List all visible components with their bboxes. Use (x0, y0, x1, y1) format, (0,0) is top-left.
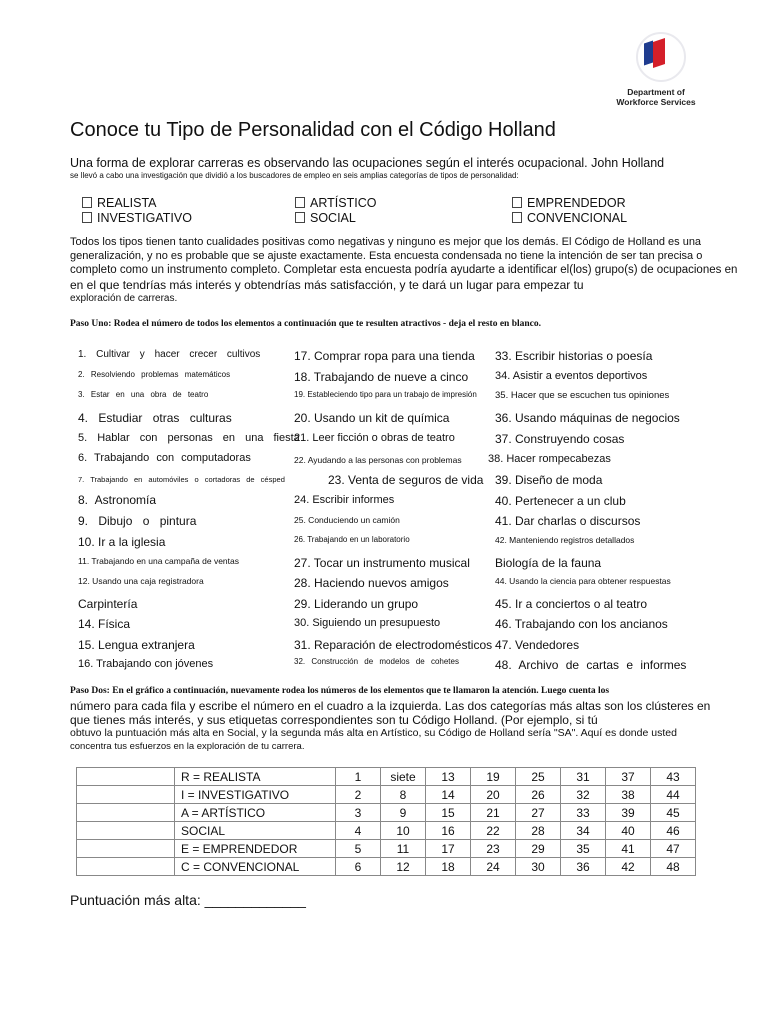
intro-line-2: se llevó a cabo una investigación que dividió a los buscadores de empleo en seis amplias categorías de tipos de personalidad: (70, 171, 519, 180)
category-investigativo: INVESTIGATIVO (82, 211, 192, 225)
list-item: 39. Diseño de moda (495, 473, 603, 487)
item-number-cell[interactable]: 4 (336, 822, 381, 840)
checkbox-icon (512, 197, 522, 208)
grid-row (77, 768, 696, 786)
list-item: 17. Comprar ropa para una tienda (294, 349, 475, 363)
list-item: 7. Trabajando en automóviles o cortadoras de césped (78, 475, 285, 484)
department-logo (614, 32, 698, 112)
list-item: 33. Escribir historias o poesía (495, 349, 653, 363)
grid-row (77, 840, 696, 858)
category-realista: REALISTA (82, 196, 157, 210)
list-item: 48. Archivo de cartas e informes (495, 658, 687, 672)
list-item: 26. Trabajando en un laboratorio (294, 535, 410, 544)
logo-blue-stripe (644, 41, 653, 66)
item-number-cell[interactable]: 34 (561, 822, 606, 840)
list-item: 22. Ayudando a las personas con problemas (294, 455, 462, 465)
item-number-cell[interactable]: 14 (426, 786, 471, 804)
item-number-cell[interactable]: 22 (471, 822, 516, 840)
item-number-cell[interactable]: 26 (516, 786, 561, 804)
item-number-cell[interactable]: 25 (516, 768, 561, 786)
item-number-cell[interactable]: 13 (426, 768, 471, 786)
list-item: 16. Trabajando con jóvenes (78, 658, 214, 670)
page-title: Conoce tu Tipo de Personalidad con el Código Holland (70, 119, 556, 141)
item-number-cell[interactable]: 11 (381, 840, 426, 858)
highest-score-field[interactable]: Puntuación más alta: _____________ (70, 892, 306, 908)
item-number-cell[interactable]: 32 (561, 786, 606, 804)
item-number-cell[interactable]: 45 (651, 804, 696, 822)
item-number-cell[interactable]: 37 (606, 768, 651, 786)
category-label-cell: I = INVESTIGATIVO (175, 786, 336, 804)
paragraph-line: Todos los tipos tienen tanto cualidades positivas como negativas y ninguno es mejor que los demás. El Código de Holland es una (70, 236, 702, 248)
item-number-cell[interactable]: 12 (381, 858, 426, 876)
category-emprendedor: EMPRENDEDOR (512, 196, 626, 210)
item-number-cell[interactable]: 29 (516, 840, 561, 858)
checkbox-icon (82, 197, 92, 208)
list-item: 23. Venta de seguros de vida (328, 473, 484, 487)
list-item: 8. Astronomía (78, 493, 157, 507)
list-item: 4. Estudiar otras culturas (78, 411, 232, 425)
step-two-line: concentra tus esfuerzos en la exploración de tu carrera. (70, 741, 305, 752)
count-input-cell[interactable] (77, 840, 175, 858)
list-item: 44. Usando la ciencia para obtener respuestas (495, 576, 671, 586)
paragraph-line: generalización, y no es probable que se ajuste exactamente. Esta encuesta condensada no tiene la intención de ser tan precisa o (70, 250, 703, 262)
category-label-cell: R = REALISTA (175, 768, 336, 786)
checkbox-icon (295, 212, 305, 223)
step-two-line: que tienes más interés, y sus etiquetas correspondientes son tu Código Holland. (Por ejemplo, si tú (70, 713, 598, 727)
list-item: 47. Vendedores (495, 638, 580, 652)
step-one-instructions: Paso Uno: Rodea el número de todos los elementos a continuación que te resulten atractivos - deja el resto en blanco. (70, 319, 542, 329)
list-item: 27. Tocar un instrumento musical (294, 556, 470, 570)
list-item: 32. Construcción de modelos de cohetes (294, 657, 459, 666)
item-number-cell[interactable]: 31 (561, 768, 606, 786)
item-number-cell[interactable]: 21 (471, 804, 516, 822)
item-number-cell[interactable]: 24 (471, 858, 516, 876)
logo-red-stripe (653, 38, 665, 68)
holland-grid (76, 767, 696, 876)
item-number-cell[interactable]: 38 (606, 786, 651, 804)
item-number-cell[interactable]: 33 (561, 804, 606, 822)
item-number-cell[interactable]: 41 (606, 840, 651, 858)
item-number-cell[interactable]: 30 (516, 858, 561, 876)
count-input-cell[interactable] (77, 858, 175, 876)
item-number-cell[interactable]: 5 (336, 840, 381, 858)
item-number-cell[interactable]: 18 (426, 858, 471, 876)
list-item: 10. Ir a la iglesia (78, 535, 166, 549)
item-number-cell[interactable]: 1 (336, 768, 381, 786)
list-item: 6. Trabajando con computadoras (78, 452, 251, 464)
list-item: 40. Pertenecer a un club (495, 494, 626, 508)
list-item: 45. Ir a conciertos o al teatro (495, 597, 648, 611)
category-label-cell: SOCIAL (175, 822, 336, 840)
item-number-cell[interactable]: 46 (651, 822, 696, 840)
list-item: 28. Haciendo nuevos amigos (294, 576, 449, 590)
item-number-cell[interactable]: siete (381, 768, 426, 786)
list-item: 37. Construyendo cosas (495, 432, 625, 446)
item-number-cell[interactable]: 47 (651, 840, 696, 858)
item-number-cell[interactable]: 39 (606, 804, 651, 822)
list-item: 31. Reparación de electrodomésticos (294, 638, 493, 652)
item-number-cell[interactable]: 20 (471, 786, 516, 804)
list-item: 25. Conduciendo un camión (294, 515, 400, 525)
list-item: 34. Asistir a eventos deportivos (495, 370, 648, 382)
list-item: 19. Estableciendo tipo para un trabajo de impresión (294, 390, 477, 399)
paragraph-line: en el que tendrías más interés y obtendrías más satisfacción, y te dará un lugar para empezar tu (70, 278, 584, 292)
step-two-line: número para cada fila y escribe el número en el cuadro a la izquierda. Las dos categorías más altas son los clústeres en (70, 699, 711, 713)
category-label-cell: A = ARTÍSTICO (175, 804, 336, 822)
category-artistico: ARTÍSTICO (295, 196, 376, 210)
category-label-cell: C = CONVENCIONAL (175, 858, 336, 876)
list-item: 15. Lengua extranjera (78, 638, 195, 652)
item-number-cell[interactable]: 27 (516, 804, 561, 822)
checkbox-icon (82, 212, 92, 223)
intro-line-1: Una forma de explorar carreras es observando las ocupaciones según el interés ocupacional. John Holland (70, 156, 665, 170)
list-item: 11. Trabajando en una campaña de ventas (78, 556, 239, 566)
list-item: 35. Hacer que se escuchen tus opiniones (495, 390, 670, 401)
item-number-cell[interactable]: 2 (336, 786, 381, 804)
list-item: 9. Dibujo o pintura (78, 514, 197, 528)
list-item: 29. Liderando un grupo (294, 597, 419, 611)
item-number-cell[interactable]: 28 (516, 822, 561, 840)
item-number-cell[interactable]: 44 (651, 786, 696, 804)
checkbox-icon (512, 212, 522, 223)
category-label-cell: E = EMPRENDEDOR (175, 840, 336, 858)
checkbox-icon (295, 197, 305, 208)
list-item: 3. Estar en una obra de teatro (78, 390, 209, 399)
list-item: 42. Manteniendo registros detallados (495, 535, 635, 545)
item-number-cell[interactable]: 16 (426, 822, 471, 840)
item-number-cell[interactable]: 43 (651, 768, 696, 786)
list-item: 18. Trabajando de nueve a cinco (294, 370, 469, 384)
grid-row (77, 786, 696, 804)
list-item: 46. Trabajando con los ancianos (495, 617, 668, 631)
list-item: 41. Dar charlas o discursos (495, 514, 641, 528)
list-item: 24. Escribir informes (294, 494, 395, 506)
list-item: 1. Cultivar y hacer crecer cultivos (78, 349, 261, 360)
step-two-line: obtuvo la puntuación más alta en Social, y la segunda más alta en Artístico, su Código de Holland sería "SA". Aquí es donde usted (70, 727, 677, 739)
category-social: SOCIAL (295, 211, 356, 225)
count-input-cell[interactable] (77, 768, 175, 786)
step-two-heading: Paso Dos: En el gráfico a continuación, nuevamente rodea los números de los elementos que te llamaron la atención. Luego cuenta los (70, 686, 610, 696)
list-item: 36. Usando máquinas de negocios (495, 411, 680, 425)
item-number-cell[interactable]: 17 (426, 840, 471, 858)
list-item: 30. Siguiendo un presupuesto (294, 617, 441, 629)
item-number-cell[interactable]: 40 (606, 822, 651, 840)
logo-text: Department of Workforce Services (616, 87, 696, 107)
item-number-cell[interactable]: 19 (471, 768, 516, 786)
list-item: 2. Resolviendo problemas matemáticos (78, 370, 231, 379)
list-item: 5. Hablar con personas en una fiesta (78, 432, 300, 444)
count-input-cell[interactable] (77, 786, 175, 804)
item-number-cell[interactable]: 35 (561, 840, 606, 858)
list-item: 20. Usando un kit de química (294, 411, 450, 425)
list-item: Carpintería (78, 597, 138, 611)
item-number-cell[interactable]: 23 (471, 840, 516, 858)
list-item: 14. Física (78, 617, 131, 631)
item-number-cell[interactable]: 48 (651, 858, 696, 876)
paragraph-line: completo como un instrumento completo. Completar esta encuesta podría ayudarte a identificar el(los) grupo(s) de ocupaciones en (70, 264, 738, 276)
item-number-cell[interactable]: 9 (381, 804, 426, 822)
list-item: 12. Usando una caja registradora (78, 576, 204, 586)
grid-row (77, 804, 696, 822)
count-input-cell[interactable] (77, 804, 175, 822)
list-item: 38. Hacer rompecabezas (488, 453, 611, 465)
item-number-cell[interactable]: 6 (336, 858, 381, 876)
list-item: 21. Leer ficción o obras de teatro (294, 432, 455, 444)
item-number-cell[interactable]: 10 (381, 822, 426, 840)
grid-row (77, 858, 696, 876)
paragraph-line: exploración de carreras. (70, 293, 178, 304)
list-item: Biología de la fauna (495, 556, 602, 570)
category-convencional: CONVENCIONAL (512, 211, 627, 225)
item-number-cell[interactable]: 36 (561, 858, 606, 876)
item-number-cell[interactable]: 15 (426, 804, 471, 822)
grid-row (77, 822, 696, 840)
item-number-cell[interactable]: 42 (606, 858, 651, 876)
item-number-cell[interactable]: 3 (336, 804, 381, 822)
count-input-cell[interactable] (77, 822, 175, 840)
item-number-cell[interactable]: 8 (381, 786, 426, 804)
